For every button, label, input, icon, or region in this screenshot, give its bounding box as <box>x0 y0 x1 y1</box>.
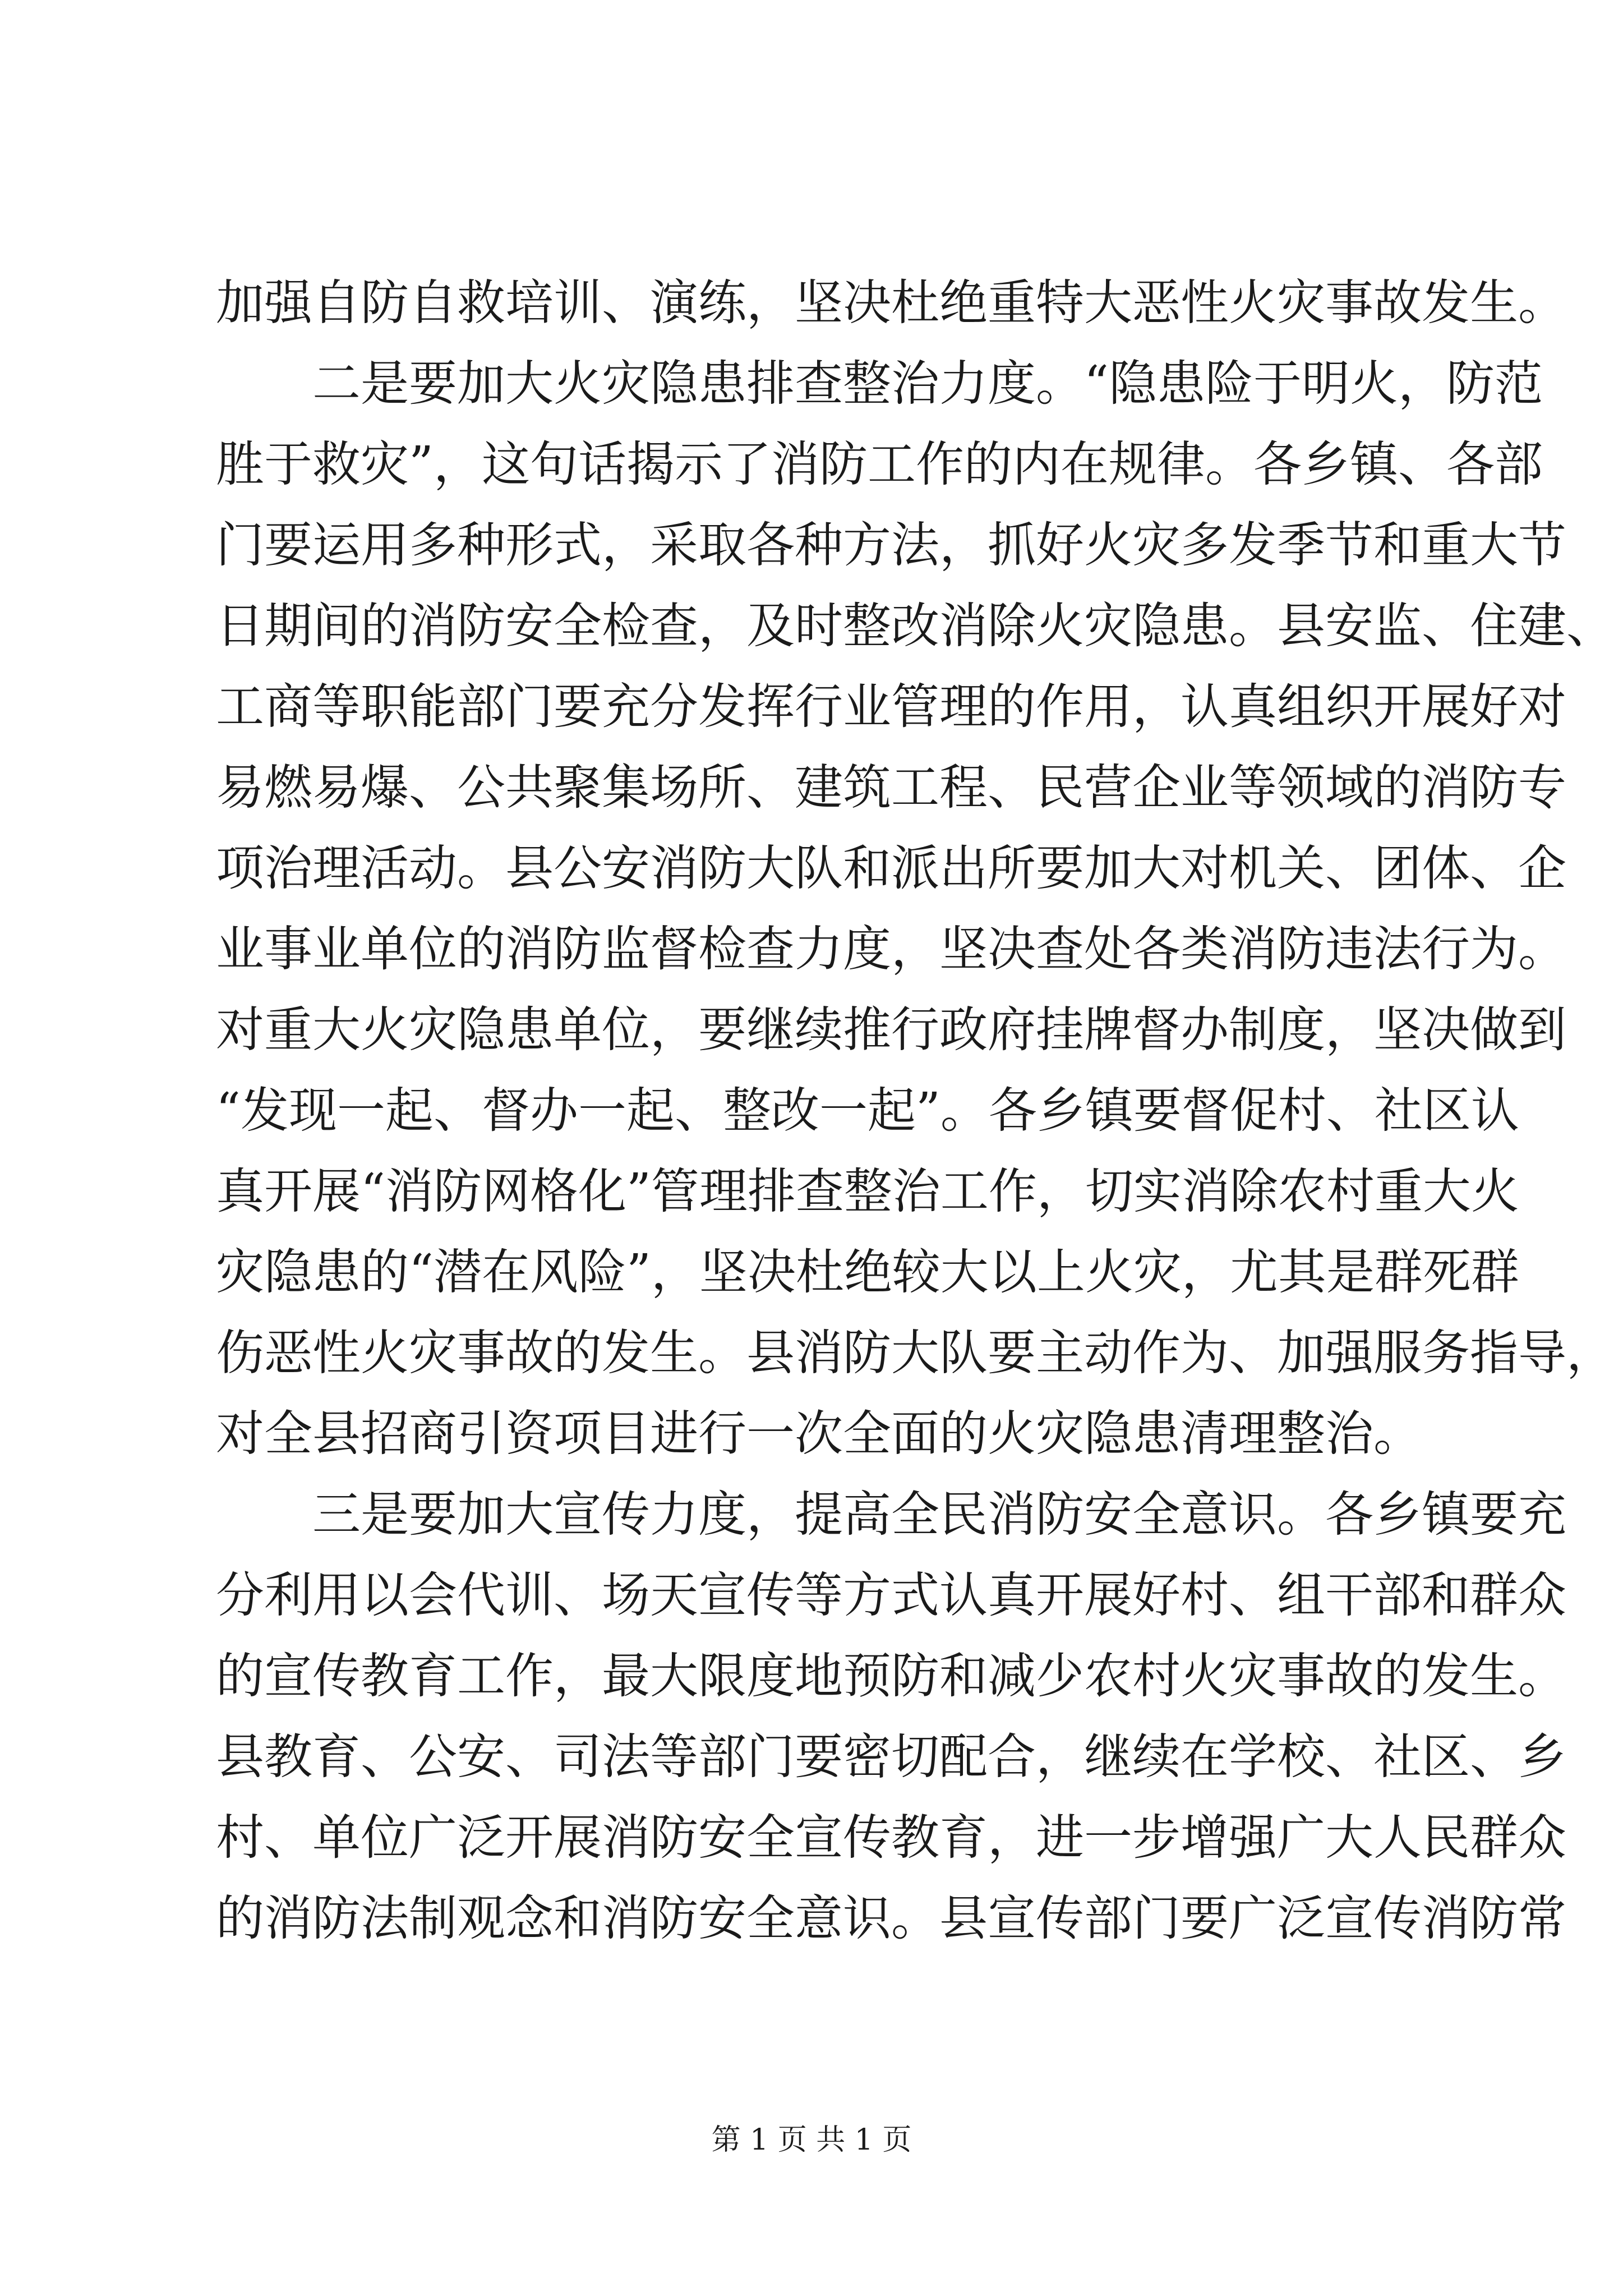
text-line: “发现一起、督办一起、整改一起”。各乡镇要督促村、社区认 <box>216 1083 1519 1139</box>
text-line: 真开展“消防网格化”管理排查整治工作，切实消除农村重大火 <box>216 1163 1519 1220</box>
text-line: 日期间的消防安全检查，及时整改消除火灾隐患。县安监、住建、 <box>216 598 1615 654</box>
text-line: 分利用以会代训、场天宣传等方式认真开展好村、组干部和群众 <box>216 1567 1566 1623</box>
paragraph-end-line: 对全县招商引资项目进行一次全面的火灾隐患清理整治。 <box>216 1406 1422 1462</box>
paragraph-start-line: 三是要加大宣传力度，提高全民消防安全意识。各乡镇要充 <box>312 1487 1566 1543</box>
page-number: 第 1 页 共 1 页 <box>711 2123 912 2157</box>
text-line: 工商等职能部门要充分发挥行业管理的作用，认真组织开展好对 <box>216 679 1566 735</box>
text-line: 伤恶性火灾事故的发生。县消防大队要主动作为、加强服务指导， <box>216 1325 1615 1381</box>
text-line: 易燃易爆、公共聚集场所、建筑工程、民营企业等领域的消防专 <box>216 760 1566 816</box>
text-line: 村、单位广泛开展消防安全宣传教育，进一步增强广大人民群众 <box>216 1810 1566 1866</box>
text-line: 对重大火灾隐患单位，要继续推行政府挂牌督办制度，坚决做到 <box>216 1002 1566 1058</box>
text-line: 的宣传教育工作，最大限度地预防和减少农村火灾事故的发生。 <box>216 1648 1566 1704</box>
text-line: 门要运用多种形式，采取各种方法，抓好火灾多发季节和重大节 <box>216 517 1566 573</box>
text-line: 灾隐患的“潜在风险”，坚决杜绝较大以上火灾，尤其是群死群 <box>216 1244 1519 1300</box>
text-line: 业事业单位的消防监督检查力度，坚决查处各类消防违法行为。 <box>216 921 1566 977</box>
page-footer <box>0 2120 1623 2160</box>
text-line: 加强自防自救培训、演练，坚决杜绝重特大恶性火灾事故发生。 <box>216 275 1566 331</box>
text-line: 项治理活动。县公安消防大队和派出所要加大对机关、团体、企 <box>216 840 1566 896</box>
body-text <box>216 263 1615 1959</box>
text-line: 胜于救灾”，这句话揭示了消防工作的内在规律。各乡镇、各部 <box>216 436 1543 493</box>
paragraph-start-line: 二是要加大火灾隐患排查整治力度。“隐患险于明火，防范 <box>312 356 1543 412</box>
text-line: 的消防法制观念和消防安全意识。县宣传部门要广泛宣传消防常 <box>216 1890 1566 1947</box>
text-line: 县教育、公安、司法等部门要密切配合，继续在学校、社区、乡 <box>216 1729 1566 1785</box>
